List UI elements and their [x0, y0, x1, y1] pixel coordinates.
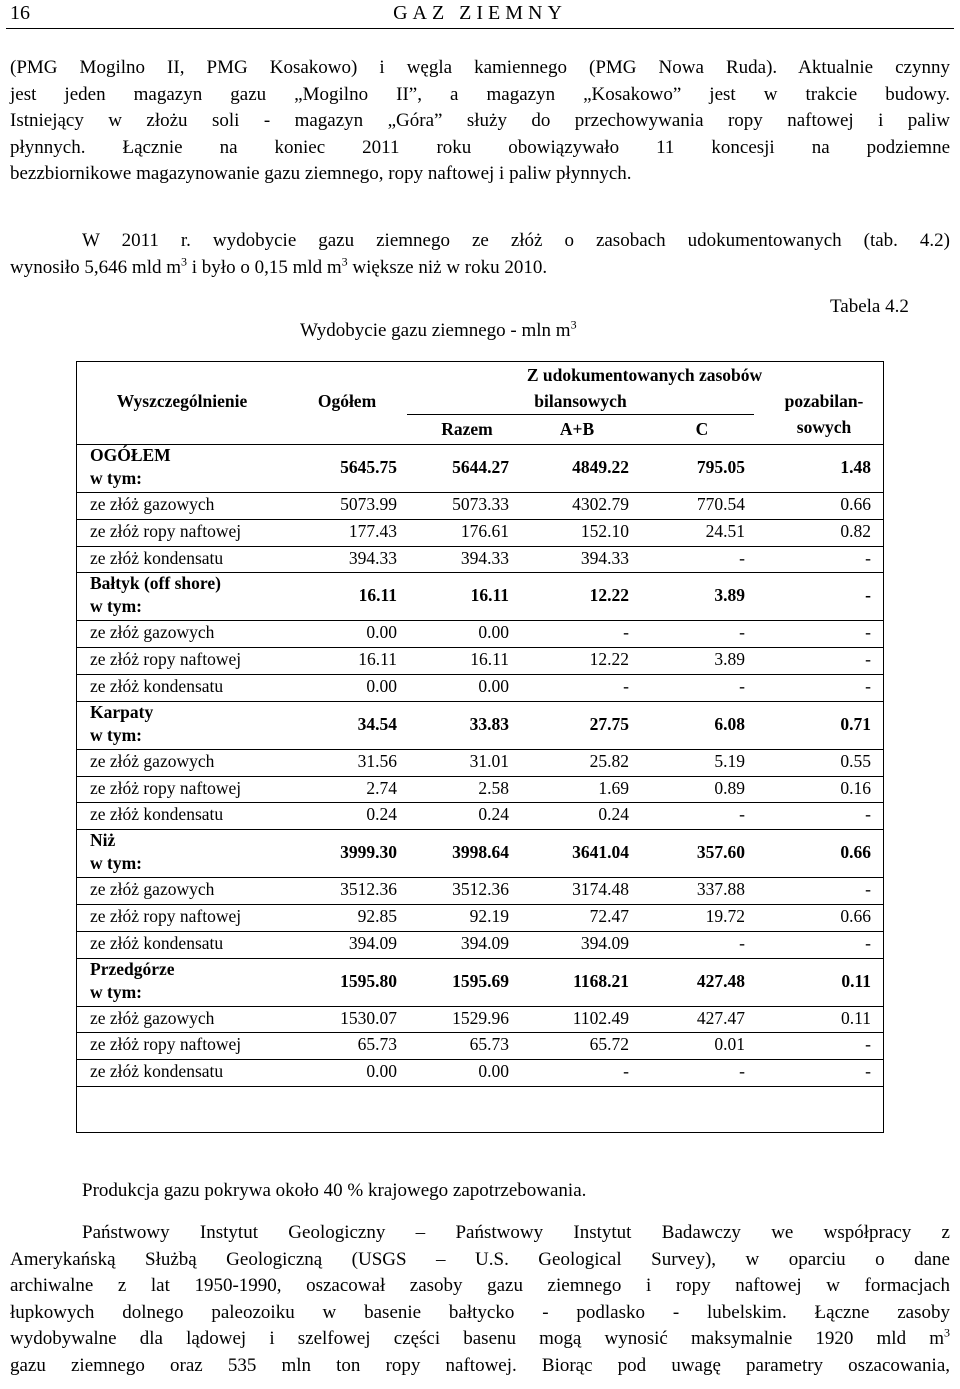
cell-sum: 92.19 [469, 906, 509, 926]
row-subtitle: w tym: [90, 724, 142, 745]
cell-total: 3512.36 [340, 879, 397, 900]
header-rule-bilans [407, 414, 754, 415]
col-header-c: C [695, 419, 709, 439]
row-rule [77, 931, 883, 932]
cell-total: 34.54 [357, 713, 397, 734]
cell-sum: 0.24 [478, 804, 509, 825]
row-subtitle: w tym: [90, 468, 142, 488]
table-label: Tabela 4.2 [830, 296, 909, 317]
cell-c: 3.89 [714, 649, 745, 670]
row-subtitle: w tym: [90, 853, 142, 874]
row-label: ze złóż kondensatu [90, 804, 224, 825]
cell-ab: 72.47 [589, 906, 629, 926]
cell-sum: 0.00 [478, 1061, 509, 1082]
cell-off: 0.16 [840, 777, 871, 798]
row-label: ze złóż ropy naftowej [90, 649, 242, 670]
row-label: ze złóż gazowych [90, 494, 215, 514]
cell-off: - [865, 676, 871, 696]
col-header-spec: Wyszczególnienie [116, 391, 248, 411]
row-label: ze złóż kondensatu [90, 932, 224, 953]
cell-c: 337.88 [696, 879, 745, 900]
row-label: ze złóż gazowych [90, 1007, 215, 1028]
row-group-label: Bałtyk (off shore) [90, 573, 221, 594]
shale-line: archiwalne z lat 1950-1990, oszacował zasoby gazu ziemnego i ropy naftowej w formacjach [10, 1275, 950, 1296]
cell-total: 0.00 [366, 676, 397, 696]
row-rule [77, 1032, 883, 1033]
cell-ab: - [623, 1061, 629, 1082]
col-header-sum: Razem [441, 419, 493, 439]
row-subtitle: w tym: [90, 981, 142, 1002]
cell-ab: 12.22 [589, 649, 629, 670]
cell-c: 19.72 [705, 906, 745, 926]
cell-total: 0.00 [366, 622, 397, 643]
cell-off: - [865, 585, 871, 606]
col-header-documented: Z udokumentowanych zasobów [526, 365, 763, 385]
production-paragraph [10, 228, 950, 281]
cell-total: 92.85 [357, 906, 397, 926]
shale-line: wydobywalne dla lądowej i szelfowej części basenu mogą wynosić maksymalnie 1920 mld $m^3$ [10, 1325, 950, 1349]
cell-ab: 394.33 [580, 547, 629, 568]
cell-ab: 12.22 [589, 585, 629, 606]
intro-paragraph [10, 55, 950, 188]
cell-c: 0.01 [714, 1034, 745, 1055]
cell-c: - [739, 622, 745, 643]
cell-sum: 31.01 [469, 750, 509, 771]
row-rule [77, 1006, 883, 1007]
gas-production-table [76, 361, 884, 1133]
cell-total: 394.09 [348, 932, 397, 953]
row-label: ze złóż ropy naftowej [90, 520, 242, 541]
cell-sum: 0.00 [478, 676, 509, 696]
cell-total: 1595.80 [340, 970, 397, 991]
row-rule [77, 1059, 883, 1060]
cell-total: 177.43 [348, 520, 397, 541]
cell-sum: 3998.64 [452, 842, 509, 863]
row-group-label: Niż [90, 830, 116, 851]
cell-c: 6.08 [714, 713, 745, 734]
row-label: ze złóż ropy naftowej [90, 906, 242, 926]
cell-total: 0.00 [366, 1061, 397, 1082]
row-rule [77, 647, 883, 648]
row-label: ze złóż ropy naftowej [90, 777, 242, 798]
col-header-ab: A+B [559, 419, 595, 439]
production-line: W 2011 r. wydobycie gazu ziemnego ze złóż o zasobach udokumentowanych (tab. 4.2) [82, 230, 950, 251]
row-label: ze złóż kondensatu [90, 676, 224, 696]
row-rule [77, 776, 883, 777]
cell-total: 65.73 [357, 1034, 397, 1055]
cell-total: 394.33 [348, 547, 397, 568]
row-rule [77, 802, 883, 803]
row-rule [77, 958, 883, 959]
intro-line: bezzbiornikowe magazynowanie gazu ziemnego, ropy naftowej i paliw płynnych. [10, 163, 632, 184]
header-rule-bottom [77, 444, 883, 445]
cell-ab: 65.72 [589, 1034, 629, 1055]
production-line: wynosiło 5,646 mld $m^3$ i było o 0,15 mld $m^3$ większe niż w roku 2010. [10, 254, 548, 278]
cell-off: - [865, 1061, 871, 1082]
cell-total: 5645.75 [340, 457, 397, 477]
row-label: ze złóż gazowych [90, 879, 215, 900]
cell-ab: 3174.48 [572, 879, 629, 900]
cell-off: - [865, 932, 871, 953]
cell-c: - [739, 804, 745, 825]
cell-ab: 25.82 [589, 750, 629, 771]
cell-off: - [865, 547, 871, 568]
shale-line: Państwowy Instytut Geologiczny – Państwowy Instytut Badawczy we współpracy z [82, 1222, 950, 1243]
intro-line: (PMG Mogilno II, PMG Kosakowo) i węgla kamiennego (PMG Nowa Ruda). Aktualnie czynny [10, 57, 950, 78]
row-rule [77, 546, 883, 547]
cell-off: - [865, 622, 871, 643]
shale-line: gazu ziemnego oraz 535 mln ton ropy naftowej. Biorąc pod uwagę parametry oszacowania, [10, 1354, 950, 1376]
row-rule [77, 492, 883, 493]
cell-c: 0.89 [714, 777, 745, 798]
cell-c: 770.54 [696, 494, 745, 514]
row-subtitle: w tym: [90, 596, 142, 617]
row-rule [77, 519, 883, 520]
header-rule [6, 28, 954, 29]
cell-sum: 3512.36 [452, 879, 509, 900]
cell-c: 357.60 [696, 842, 745, 863]
row-rule [77, 1086, 883, 1087]
cell-sum: 33.83 [469, 713, 509, 734]
cell-off: 0.66 [840, 842, 871, 863]
col-header-total: Ogółem [317, 391, 377, 411]
cell-sum: 176.61 [460, 520, 509, 541]
cell-sum: 16.11 [470, 585, 509, 606]
cell-ab: 4849.22 [572, 457, 629, 477]
cell-c: 3.89 [714, 585, 745, 606]
cell-off: - [865, 1034, 871, 1055]
row-label: ze złóż kondensatu [90, 1061, 224, 1082]
col-header-offbalance-cont: sowych [796, 417, 852, 437]
row-label: ze złóż ropy naftowej [90, 1034, 242, 1055]
cell-sum: 5073.33 [452, 494, 509, 514]
table-caption: Wydobycie gazu ziemnego - mln $m^3$ [300, 317, 577, 341]
coverage-sentence: Produkcja gazu pokrywa około 40 % krajowego zapotrzebowania. [82, 1180, 587, 1201]
row-rule [77, 620, 883, 621]
cell-off: 0.66 [840, 906, 871, 926]
page-number: 16 [10, 2, 30, 24]
cell-off: - [865, 804, 871, 825]
cell-total: 1530.07 [340, 1007, 397, 1028]
cell-ab: 0.24 [598, 804, 629, 825]
cell-sum: 16.11 [470, 649, 509, 670]
cell-off: 0.71 [840, 713, 871, 734]
cell-ab: 1168.21 [573, 970, 629, 991]
cell-ab: 152.10 [580, 520, 629, 541]
cell-c: - [739, 676, 745, 696]
row-label: ze złóż gazowych [90, 622, 215, 643]
cell-ab: 27.75 [589, 713, 629, 734]
cell-c: - [739, 547, 745, 568]
cell-total: 0.24 [366, 804, 397, 825]
row-rule [77, 674, 883, 675]
cell-sum: 394.09 [460, 932, 509, 953]
row-rule [77, 749, 883, 750]
cell-c: 795.05 [696, 457, 745, 477]
row-rule [77, 877, 883, 878]
cell-sum: 1529.96 [452, 1007, 509, 1028]
cell-c: 5.19 [714, 750, 745, 771]
cell-sum: 65.73 [469, 1034, 509, 1055]
cell-ab: 1102.49 [572, 1007, 629, 1028]
cell-total: 3999.30 [340, 842, 397, 863]
shale-line: łupkowych dolnego paleozoiku w basenie bałtycko - podlasko - lubelskim. Łączne zasoby [10, 1301, 950, 1323]
running-title: GAZ ZIEMNY [393, 2, 567, 24]
cell-c: 427.47 [696, 1007, 745, 1028]
cell-off: 0.11 [841, 970, 871, 991]
row-group-label: Karpaty [90, 701, 154, 722]
intro-line: jest jeden magazyn gazu „Mogilno II”, a magazyn „Kosakowo” jest w trakcie budowy. [10, 83, 950, 105]
row-label: ze złóż kondensatu [90, 547, 224, 568]
col-header-balance: bilansowych [534, 391, 627, 411]
shale-line: Amerykańską Służbą Geologiczną (USGS – U.S. Geological Survey), w oparciu o dane [10, 1248, 950, 1270]
cell-off: 0.55 [840, 750, 871, 771]
cell-total: 2.74 [366, 777, 397, 798]
intro-line: płynnych. Łącznie na koniec 2011 roku obowiązywało 11 koncesji na podziemne [10, 136, 950, 158]
cell-c: - [739, 932, 745, 953]
cell-total: 31.56 [357, 750, 397, 771]
cell-ab: - [623, 622, 629, 643]
row-label: ze złóż gazowych [90, 750, 215, 771]
row-rule [77, 904, 883, 905]
cell-ab: - [623, 676, 629, 696]
cell-total: 16.11 [358, 649, 397, 670]
shale-paragraph [10, 1220, 950, 1379]
cell-ab: 3641.04 [572, 842, 629, 863]
cell-ab: 1.69 [598, 777, 629, 798]
page-header [6, 0, 954, 26]
cell-sum: 2.58 [478, 777, 509, 798]
row-group-label: OGÓŁEM [90, 445, 171, 465]
row-rule [77, 829, 883, 830]
cell-ab: 394.09 [580, 932, 629, 953]
row-group-label: Przedgórze [90, 958, 175, 979]
intro-line: Istniejący w złożu soli - magazyn „Góra” służy do przechowywania ropy naftowej i paliw [10, 110, 950, 131]
cell-total: 5073.99 [340, 494, 397, 514]
row-rule [77, 701, 883, 702]
cell-c: 24.51 [705, 520, 745, 541]
cell-ab: 4302.79 [572, 494, 629, 514]
cell-sum: 0.00 [478, 622, 509, 643]
cell-c: - [739, 1061, 745, 1082]
cell-sum: 1595.69 [452, 970, 509, 991]
cell-sum: 5644.27 [452, 457, 509, 477]
cell-off: - [865, 879, 871, 900]
cell-off: 1.48 [840, 457, 871, 477]
cell-off: 0.66 [840, 494, 871, 514]
col-header-offbalance: pozabilan- [784, 391, 864, 411]
cell-c: 427.48 [696, 970, 745, 991]
cell-off: 0.11 [841, 1007, 871, 1028]
cell-off: - [865, 649, 871, 670]
cell-total: 16.11 [358, 585, 397, 606]
cell-off: 0.82 [840, 520, 871, 541]
cell-sum: 394.33 [460, 547, 509, 568]
